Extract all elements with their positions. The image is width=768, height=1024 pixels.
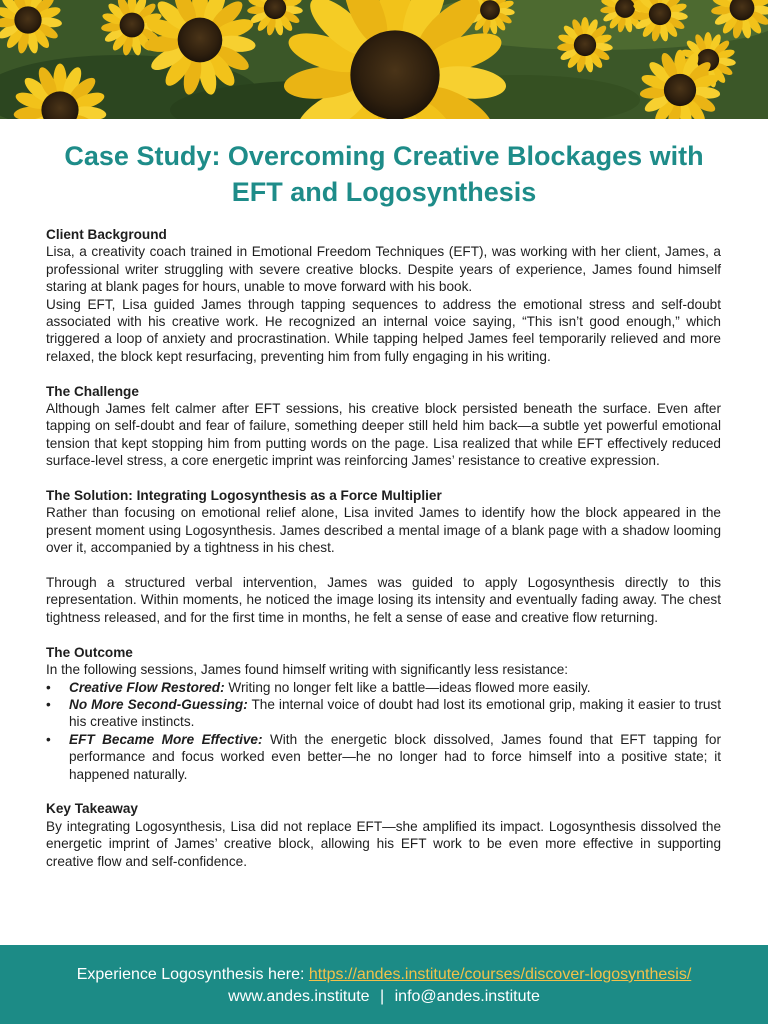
course-link[interactable]: https://andes.institute/courses/discover-logosynthesis/: [308, 966, 692, 983]
list-item-label: EFT Became More Effective:: [69, 731, 263, 747]
email-link[interactable]: info@andes.institute: [394, 988, 540, 1005]
sunflower-field-image: [0, 0, 768, 119]
case-study-body: [46, 226, 721, 870]
paragraph: Using EFT, Lisa guided James through tapping sequences to address the emotional stress and self-doubt associated with his creative work. He recognized an internal voice saying, “This isn’t good enough,” which triggered a loop of anxiety and procrastination. While tapping helped James feel temporarily relieved and more relaxed, the block kept resurfacing, preventing him from fully engaging in his writing.: [46, 296, 721, 364]
list-item-text: With the energetic block dissolved, James found that EFT tapping for performance and focus worked even better—he no longer had to force himself into a positive state; it happened naturally.: [69, 731, 721, 782]
paragraph: By integrating Logosynthesis, Lisa did not replace EFT—she amplified its impact. Logosynthesis dissolved the energetic imprint of James’ creative block, allowing his EFT work to be even more effective in supporting creative flow and self-confidence.: [46, 818, 721, 869]
footer-banner: [0, 945, 768, 1024]
footer-contact: [0, 986, 768, 1008]
list-item-text: Writing no longer felt like a battle—ideas flowed more easily.: [224, 679, 591, 695]
website-link[interactable]: www.andes.institute: [228, 988, 370, 1005]
footer-cta: [0, 964, 768, 986]
footer-lead-text: Experience Logosynthesis here:: [76, 966, 309, 983]
paragraph: Rather than focusing on emotional relief alone, Lisa invited James to identify how the block appeared in the present moment using Logosynthesis. James described a mental image of a blank page with a shadow looming over it, accompanied by a tightness in his chest.: [46, 505, 721, 556]
paragraph: In the following sessions, James found himself writing with significantly less resistance:: [46, 662, 569, 678]
list-item: [46, 731, 721, 783]
list-item: [46, 679, 721, 696]
section-heading-client-background: Client Background: [46, 227, 167, 242]
section-heading-outcome: The Outcome: [46, 644, 133, 660]
header-photo: [0, 0, 768, 119]
paragraph: Lisa, a creativity coach trained in Emotional Freedom Techniques (EFT), was working with her client, James, a professional writer struggling with severe creative blocks. Despite years of experience, James found himself staring at blank pages for hours, unable to move forward with his book.: [46, 244, 721, 295]
section-heading-challenge: The Challenge: [46, 383, 139, 399]
bullet-icon: •: [46, 696, 51, 712]
footer-separator: |: [380, 988, 385, 1005]
bullet-icon: •: [46, 731, 51, 747]
paragraph: Although James felt calmer after EFT sessions, his creative block persisted beneath the surface. Even after tapping on self-doubt and fear of failure, something deeper still held him back—a subtle yet powerful emotional tension that kept stopping him from putting words on the page. Lisa realized that while EFT effectively reduced surface-level stress, a core energetic imprint was reinforcing James’ resistance to creative expression.: [46, 401, 721, 469]
list-item-label: Creative Flow Restored:: [69, 679, 225, 695]
bullet-icon: •: [46, 679, 51, 695]
section-heading-solution: The Solution: Integrating Logosynthesis as a Force Multiplier: [46, 488, 442, 504]
section-heading-key-takeaway: Key Takeaway: [46, 801, 138, 817]
paragraph: Through a structured verbal intervention, James was guided to apply Logosynthesis directly to this representation. Within moments, he noticed the image losing its intensity and eventually fading away. The chest tightness released, and for the first time in months, he felt a sense of ease and creative flow returning.: [46, 575, 721, 625]
list-item-label: No More Second-Guessing:: [69, 696, 248, 712]
outcome-list: [46, 679, 721, 783]
list-item-text: The internal voice of doubt had lost its emotional grip, making it easier to trust his creative instincts.: [69, 696, 721, 730]
list-item: [46, 696, 721, 731]
page-title: Case Study: Overcoming Creative Blockages with EFT and Logosynthesis: [64, 141, 704, 207]
